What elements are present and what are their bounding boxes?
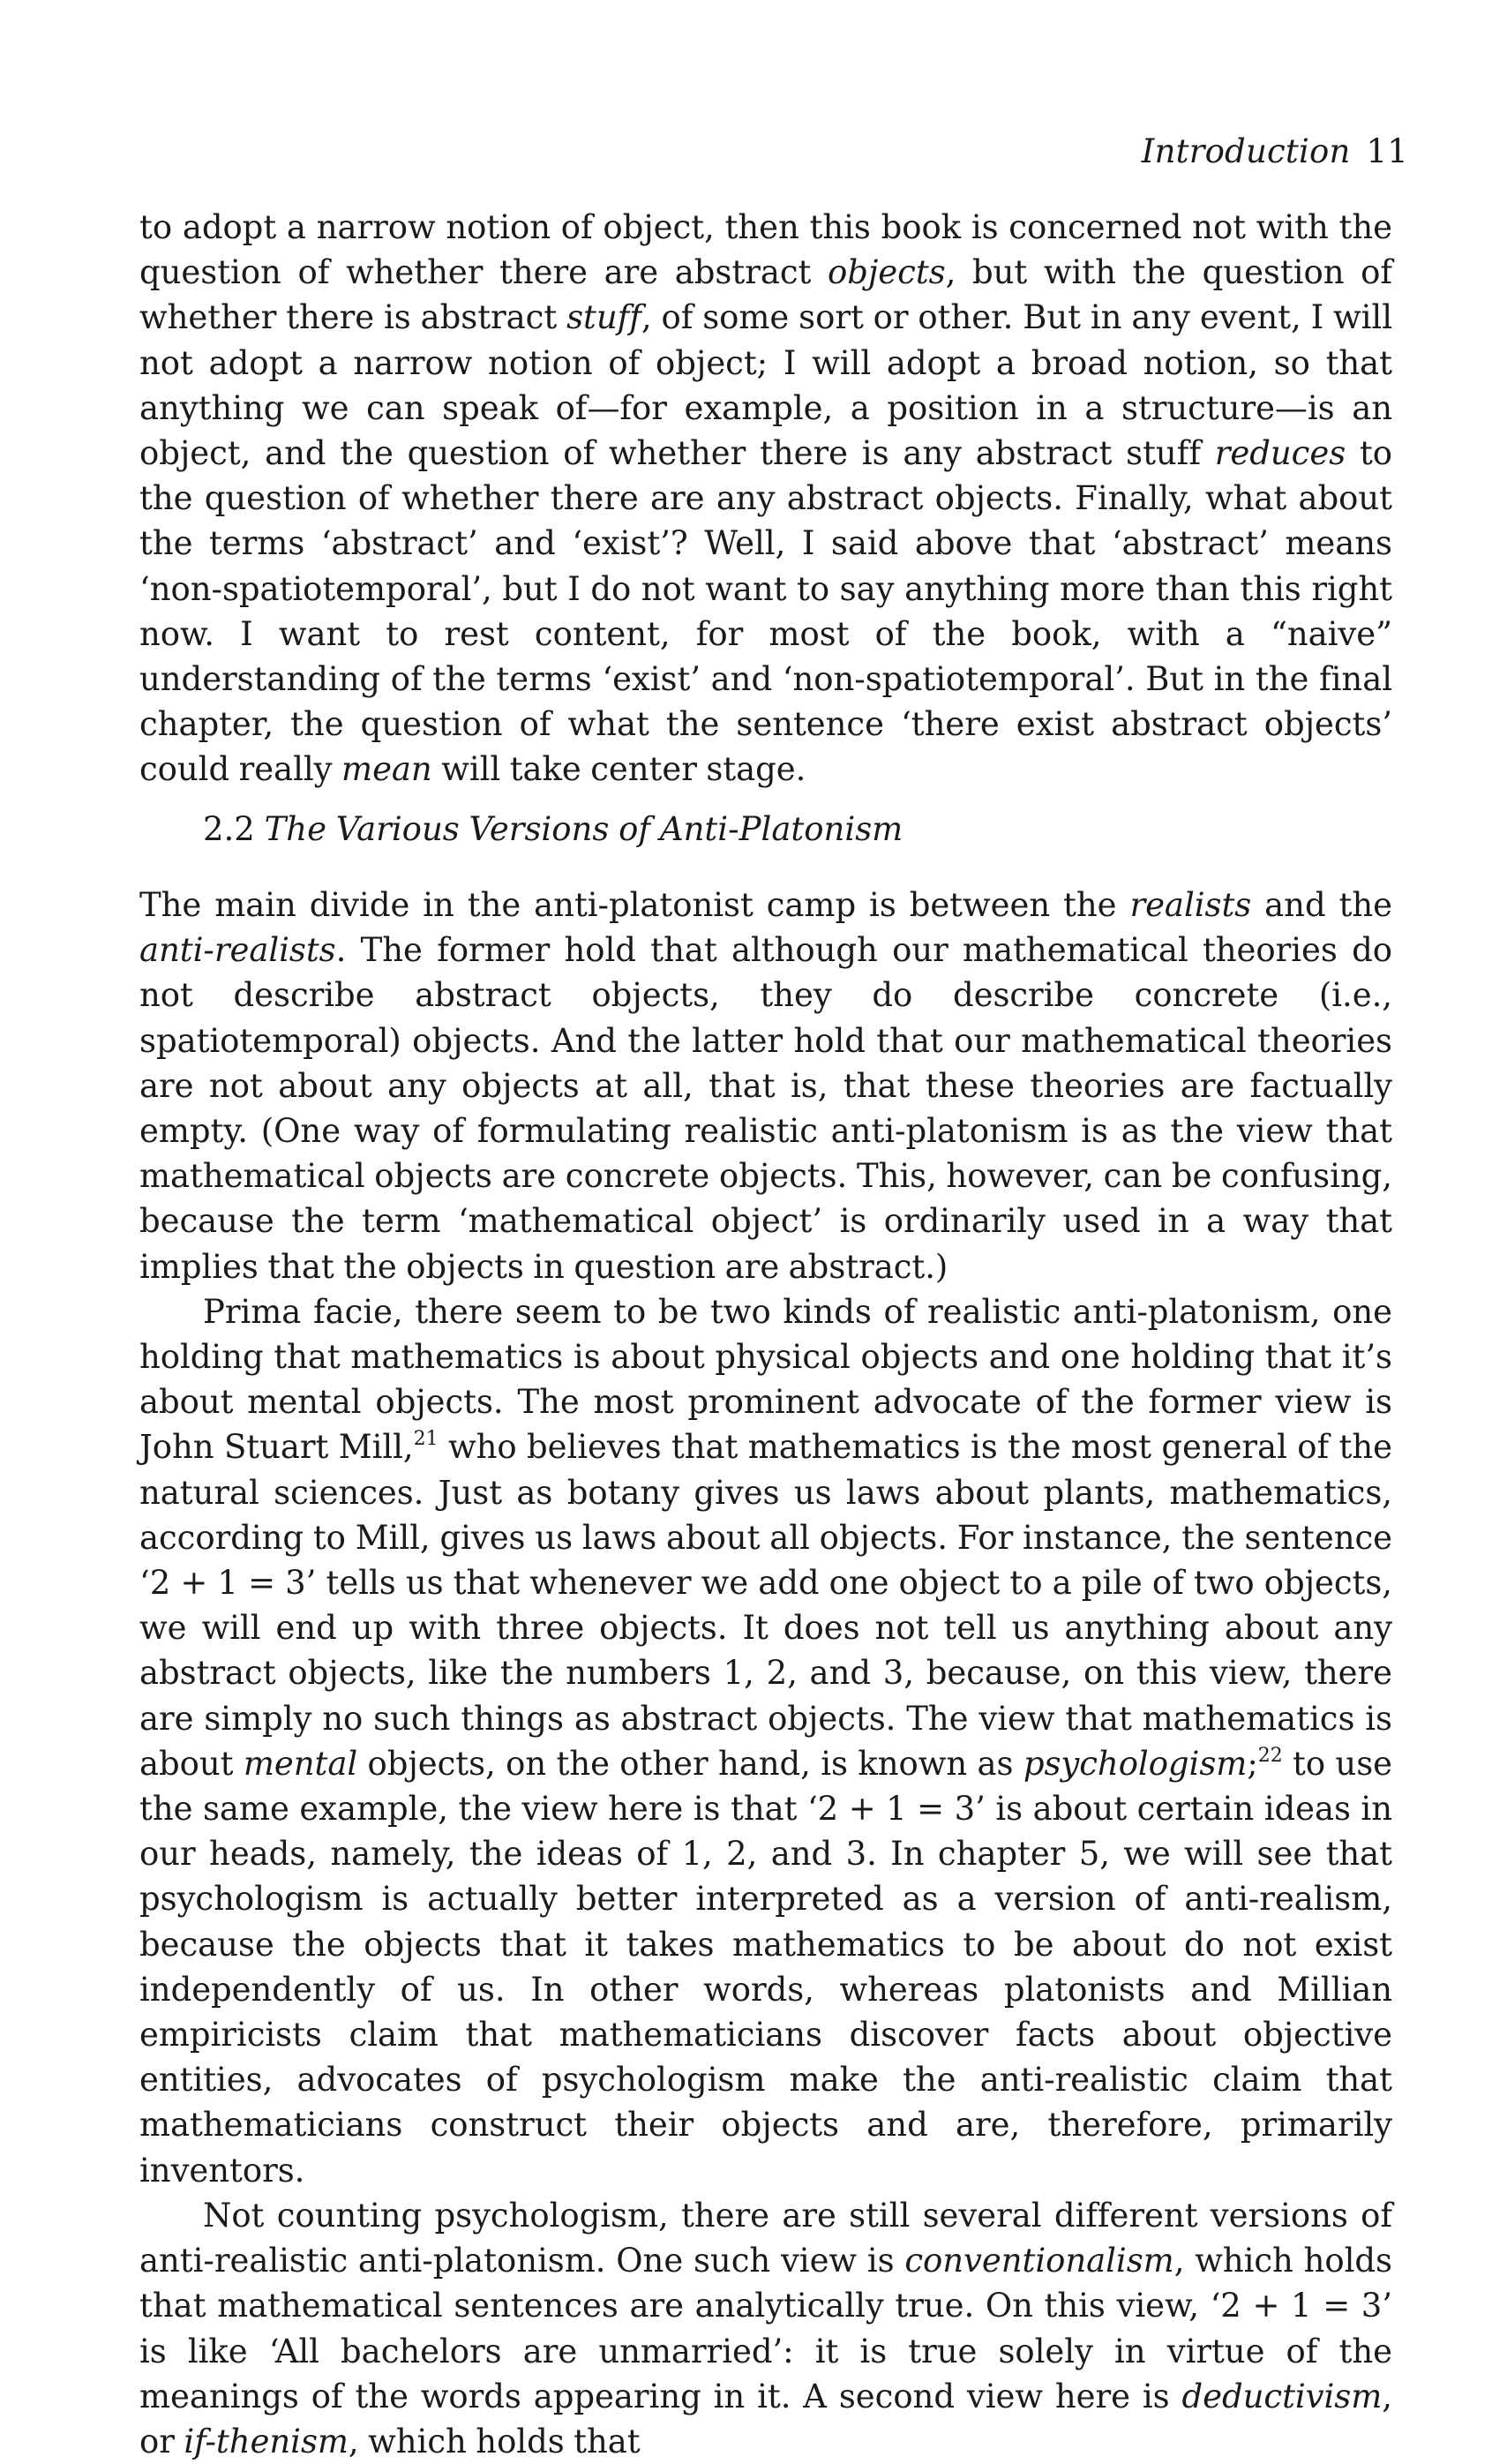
running-head bbox=[1142, 131, 1408, 173]
paragraph-opening bbox=[139, 205, 1392, 793]
text-run: The main divide in the anti-platonist camp is between the bbox=[139, 886, 1130, 924]
text-run: . The former hold that although our mathematical theories do not describe abstract objects, they do describe concrete (i.e., spatiotemporal) objects. And the latter hold that our mathematical theories are not about any objects at all, that is, that these theories are factually empty. (One way of formulating realistic anti-platonism is as the view that mathematical objects are concrete objects. This, however, can be confusing, because the term ‘mathematical object’ is ordinarily used in a way that implies that the objects in question are abstract.) bbox=[139, 931, 1392, 1286]
text-run: , but with the question of whether there is abstract bbox=[139, 253, 1393, 337]
footnote-ref-21[interactable]: 21 bbox=[413, 1428, 439, 1451]
paragraph-divide bbox=[139, 883, 1392, 1289]
text-run: Not counting psychologism, there are still several different versions of anti-realistic anti-platonism. One such view is bbox=[139, 2196, 1392, 2280]
text-run: to use the same example, the view here is that ‘2 + 1 = 3’ is about certain ideas in our heads, namely, the ideas of 1, 2, and 3. In chapter 5, we will see that psychologism is actually better interpreted as a version of anti-realism, because the objects that it takes mathematics to be about do not exist independently of us. In other words, whereas platonists and Millian empiricists claim that mathematicians discover facts about objective entities, advocates of psychologism make the anti-realistic claim that mathematicians construct their objects and are, therefore, primarily inventors. bbox=[139, 1744, 1392, 2190]
footnote-ref-22[interactable]: 22 bbox=[1257, 1744, 1283, 1767]
text-run: , which holds that bbox=[348, 2422, 641, 2460]
emphasis-objects: objects bbox=[828, 253, 946, 292]
emphasis-realists: realists bbox=[1129, 886, 1252, 924]
paragraph-prima-facie bbox=[139, 1289, 1392, 2193]
text-run: ; bbox=[1247, 1744, 1258, 1783]
text-run: will take center stage. bbox=[431, 750, 806, 789]
text-run: and the bbox=[1251, 886, 1392, 924]
text-run: Prima facie, there seem to be two kinds of realistic anti-platonism, one holding that mathematics is about physical objects and one holding that it’s about mental objects. The most prominent advocate of the former view is John Stuart Mill, bbox=[139, 1292, 1392, 1467]
text-block-top bbox=[139, 205, 1392, 793]
section-heading bbox=[203, 808, 903, 851]
text-run: , or bbox=[139, 2377, 1392, 2460]
text-run: , of some sort or other. But in any event, I will not adopt a narrow notion of object; I will adopt a broad notion, so that anything we can speak of—for example, a position in a structure—is an object, and the question of whether there is any abstract stuff bbox=[139, 298, 1393, 473]
paragraph-not-counting bbox=[139, 2193, 1392, 2464]
section-number: 2.2 bbox=[203, 810, 255, 848]
emphasis-conventionalism: conventionalism bbox=[904, 2242, 1174, 2280]
emphasis-psychologism: psychologism bbox=[1023, 1744, 1248, 1783]
text-run: , which holds that mathematical sentences are analytically true. On this view, ‘2 + 1 = 3’ is like ‘All bachelors are unmarried’: it is true solely in virtue of the meanings of the words appearing in it. A second view here is bbox=[139, 2242, 1392, 2415]
emphasis-if-thenism: if-thenism bbox=[184, 2422, 349, 2460]
text-block-main bbox=[139, 883, 1392, 2464]
text-run: objects, on the other hand, is known as bbox=[357, 1744, 1023, 1783]
text-run: who believes that mathematics is the most general of the natural sciences. Just as botany gives us laws about plants, mathematics, according to Mill, gives us laws about all objects. For instance, the sentence ‘2 + 1 = 3’ tells us that whenever we add one object to a pile of two objects, we will end up with three objects. It does not tell us anything about any abstract objects, like the numbers 1, 2, and 3, because, on this view, there are simply no such things as abstract objects. The view that mathematics is about bbox=[139, 1428, 1392, 1783]
emphasis-reduces: reduces bbox=[1214, 434, 1346, 473]
emphasis-anti-realists: anti-realists bbox=[139, 931, 336, 970]
page-number: 11 bbox=[1366, 132, 1408, 170]
emphasis-stuff: stuff bbox=[566, 298, 641, 337]
emphasis-mental: mental bbox=[243, 1744, 358, 1783]
emphasis-mean: mean bbox=[341, 750, 432, 789]
text-run: to adopt a narrow notion of object, then this book is concerned not with the question of whether there are abstract bbox=[139, 208, 1392, 292]
emphasis-deductivism: deductivism bbox=[1181, 2377, 1383, 2415]
running-title: Introduction bbox=[1141, 132, 1351, 170]
section-title: The Various Versions of Anti-Platonism bbox=[264, 810, 903, 848]
text-run: to the question of whether there are any abstract objects. Finally, what about the terms ‘abstract’ and ‘exist’? Well, I said above that ‘abstract’ means ‘non-spatiotemporal’, but I do not want to say anything more than this right now. I want to rest content, for most of the book, with a “naive” understanding of the terms ‘exist’ and ‘non-spatiotemporal’. But in the final chapter, the question of what the sentence ‘there exist abstract objects’ could really bbox=[139, 434, 1392, 789]
